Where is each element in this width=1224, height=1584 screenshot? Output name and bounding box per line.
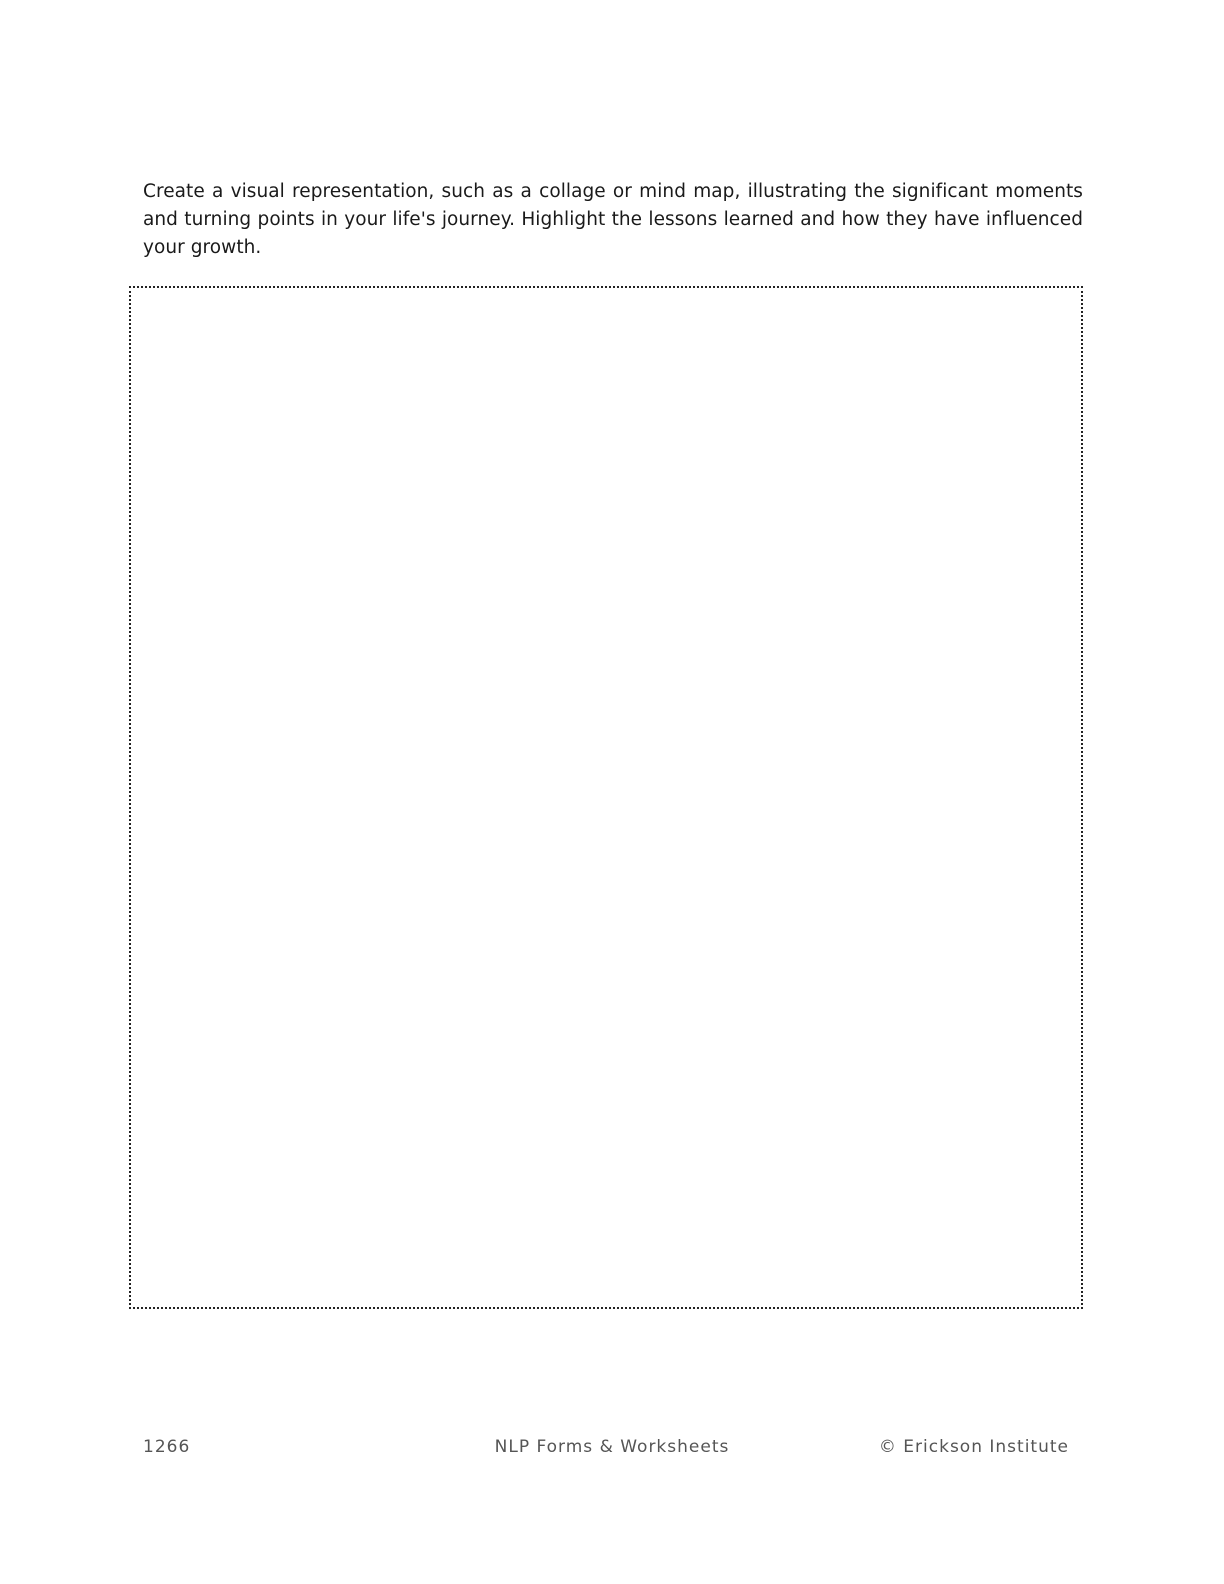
page-number: 1266: [143, 1437, 191, 1457]
footer-copyright: © Erickson Institute: [878, 1437, 1069, 1457]
drawing-area[interactable]: [129, 286, 1083, 1309]
instruction-text: Create a visual representation, such as a collage or mind map, illustrating the significant moments and turning points in your life's journey. Highlight the lessons learned and how they have influenced your growth.: [143, 181, 1083, 258]
footer-title: NLP Forms & Worksheets: [494, 1437, 730, 1457]
